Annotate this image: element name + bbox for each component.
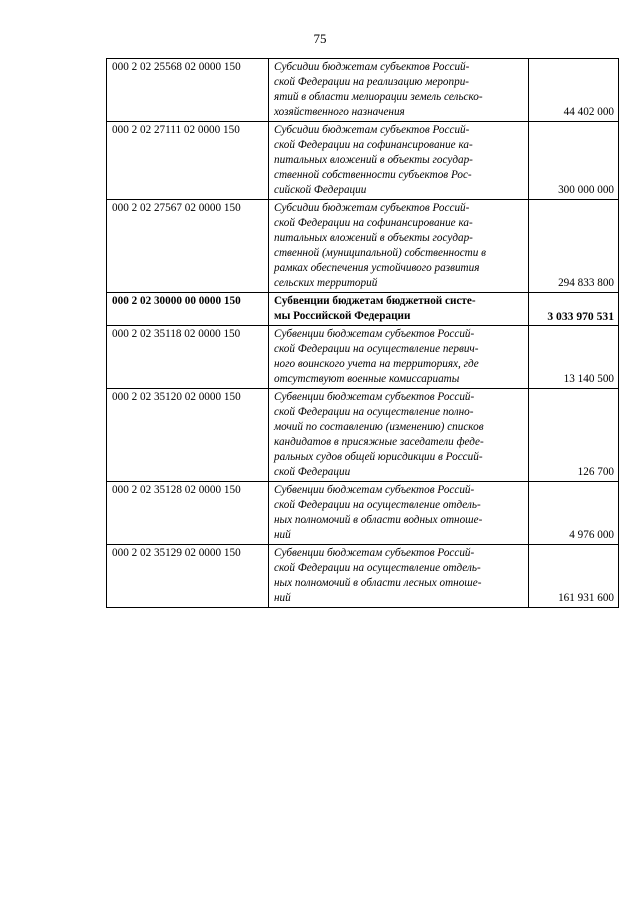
budget-code: 000 2 02 25568 02 0000 150 [112,61,241,73]
budget-code-cell [107,482,269,545]
budget-code: 000 2 02 30000 00 0000 150 [112,295,241,307]
revenue-name-cell [269,122,529,200]
revenue-name-cell [269,326,529,389]
revenue-name: Субвенции бюджетам субъектов Россий- ской Федерации на осуществление полно- мочий по составлению (изменению) списков кандидатов в присяжные заседатели феде- ральных судов общей юрисдикции в Россий- ской Федерации [274,391,484,478]
table-row [107,389,619,482]
revenue-name: Субсидии бюджетам субъектов Россий- ской Федерации на софинансирование ка- питальных вложений в объекты государ- ственной (муниципальной) собственности в рамках обеспечения устойчивого развития сельских территорий [274,202,486,289]
amount-cell [529,59,619,122]
table-row [107,293,619,326]
amount: 161 931 600 [558,592,614,604]
amount: 294 833 800 [558,277,614,289]
revenue-name-cell [269,482,529,545]
amount-cell [529,326,619,389]
table-row [107,545,619,608]
amount: 44 402 000 [563,106,614,118]
budget-code-cell [107,59,269,122]
page-number: 75 [313,31,327,46]
budget-code: 000 2 02 27111 02 0000 150 [112,124,240,136]
budget-code: 000 2 02 35129 02 0000 150 [112,547,241,559]
amount: 3 033 970 531 [547,310,614,323]
budget-code-cell [107,200,269,293]
revenue-name: Субсидии бюджетам субъектов Россий- ской Федерации на реализацию меропри- ятий в области мелиорации земель сельско- хозяйственного назначения [274,61,483,118]
budget-code-cell [107,326,269,389]
revenue-name-cell [269,200,529,293]
amount: 4 976 000 [569,529,614,541]
table-row [107,482,619,545]
revenue-name: Субсидии бюджетам субъектов Россий- ской Федерации на софинансирование ка- питальных вложений в объекты государ- ственной собственности субъектов Рос- сийской Федерации [274,124,473,196]
table-body [107,59,619,608]
table-row [107,326,619,389]
table-row [107,122,619,200]
budget-code: 000 2 02 35128 02 0000 150 [112,484,241,496]
revenue-name: Субвенции бюджетам субъектов Россий- ской Федерации на осуществление отдель- ных полномочий в области лесных отноше- ний [274,547,482,604]
amount: 126 700 [577,466,614,478]
table-row [107,200,619,293]
table-row [107,59,619,122]
revenue-name: Субвенции бюджетам бюджетной систе- мы Российской Федерации [274,295,476,322]
budget-code-cell [107,545,269,608]
revenue-name-cell [269,59,529,122]
budget-code: 000 2 02 35118 02 0000 150 [112,328,241,340]
budget-code: 000 2 02 27567 02 0000 150 [112,202,241,214]
revenue-name: Субвенции бюджетам субъектов Россий- ской Федерации на осуществление отдель- ных полномочий в области водных отноше- ний [274,484,483,541]
amount-cell [529,389,619,482]
amount-cell [529,293,619,326]
revenue-name-cell [269,545,529,608]
amount-cell [529,122,619,200]
amount-cell [529,482,619,545]
revenue-name-cell [269,389,529,482]
amount: 300 000 000 [558,184,614,196]
budget-table [106,58,619,608]
amount-cell [529,200,619,293]
budget-code-cell [107,122,269,200]
budget-code-cell [107,293,269,326]
revenue-name-cell [269,293,529,326]
budget-code: 000 2 02 35120 02 0000 150 [112,391,241,403]
amount: 13 140 500 [563,373,614,385]
budget-code-cell [107,389,269,482]
revenue-name: Субвенции бюджетам субъектов Россий- ской Федерации на осуществление первич- ного воинского учета на территориях, где отсутствуют военные комиссариаты [274,328,479,385]
amount-cell [529,545,619,608]
